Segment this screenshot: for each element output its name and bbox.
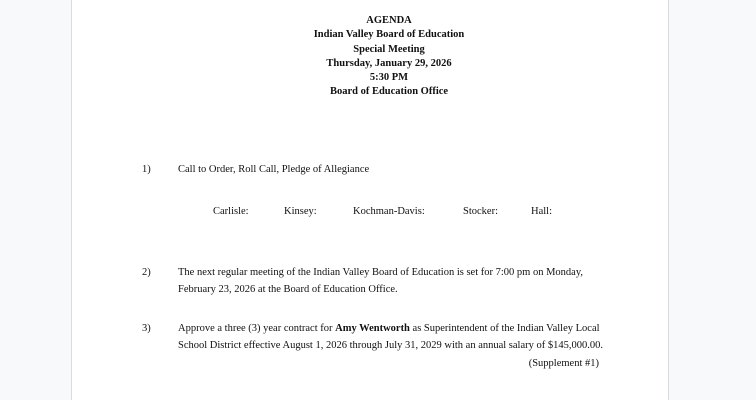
agenda-item-2	[142, 264, 599, 299]
item-text-segment: as Superintendent of the Indian Valley Local	[409, 323, 600, 334]
meeting-type: Special Meeting	[353, 43, 425, 55]
roll-call-name: Hall:	[531, 206, 552, 217]
meeting-date: Thursday, January 29, 2026	[326, 57, 452, 69]
document-page	[71, 0, 669, 400]
roll-call-row	[72, 203, 668, 220]
agenda-item-1	[142, 161, 599, 178]
item-text-line: School District effective August 1, 2026 through July 31, 2029 with an annual salary of $145,000.00.	[178, 340, 603, 352]
item-text-line: The next regular meeting of the Indian Valley Board of Education is set for 7:00 pm on Monday,	[178, 267, 584, 278]
roll-call-name: Kochman-Davis:	[353, 206, 425, 217]
item-text-line	[178, 320, 599, 337]
roll-call-name: Kinsey:	[284, 206, 317, 217]
meeting-location: Board of Education Office	[329, 86, 449, 98]
document-header	[110, 14, 668, 100]
superintendent-name: Amy Wentworth	[335, 323, 410, 334]
agenda-title: AGENDA	[366, 15, 412, 26]
item-text-line: February 23, 2026 at the Board of Education Office.	[178, 284, 398, 296]
item-text-segment: Approve a three (3) year contract for	[178, 323, 336, 334]
meeting-time: 5:30 PM	[369, 72, 409, 84]
roll-call-name: Stocker:	[463, 206, 498, 217]
organization-name: Indian Valley Board of Education	[313, 29, 465, 41]
item-number: 3)	[142, 323, 151, 334]
item-number: 1)	[142, 164, 151, 175]
supplement-reference: (Supplement #1)	[528, 357, 599, 369]
agenda-item-3	[142, 320, 603, 372]
item-text: Call to Order, Roll Call, Pledge of Allegiance	[178, 164, 370, 175]
roll-call-name: Carlisle:	[213, 206, 249, 217]
item-number: 2)	[142, 267, 151, 278]
